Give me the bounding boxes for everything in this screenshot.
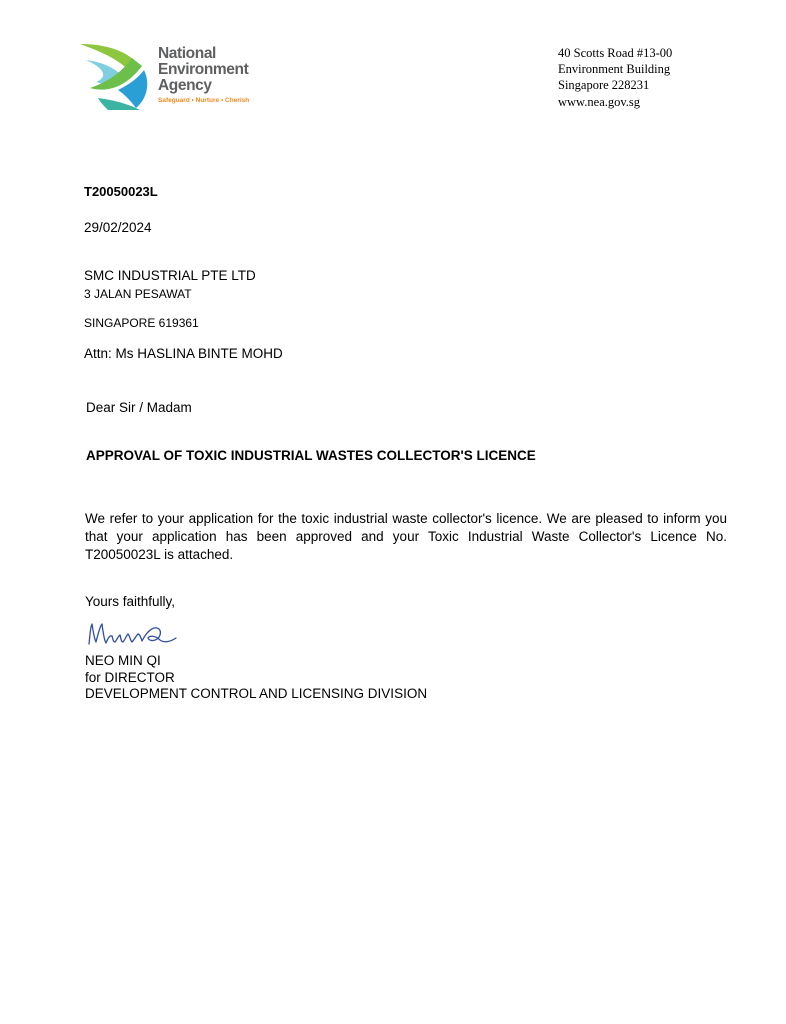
recipient-city: SINGAPORE 619361: [84, 316, 199, 330]
letter-subject: APPROVAL OF TOXIC INDUSTRIAL WASTES COLLECTOR'S LICENCE: [86, 448, 536, 463]
recipient-attention: Attn: Ms HASLINA BINTE MOHD: [84, 346, 283, 361]
reference-number: T20050023L: [84, 184, 158, 199]
recipient-company: SMC INDUSTRIAL PTE LTD: [84, 268, 256, 283]
letter-body: We refer to your application for the toxic industrial waste collector's licence. We are pleased to inform you that your application has been approved and your Toxic Industrial Waste Collector's Licence No. T20050023L is attached.: [85, 511, 727, 562]
recipient-street: 3 JALAN PESAWAT: [84, 287, 192, 301]
salutation: Dear Sir / Madam: [86, 400, 192, 415]
letter-date: 29/02/2024: [84, 220, 152, 235]
signer-division: DEVELOPMENT CONTROL AND LICENSING DIVISION: [85, 686, 428, 701]
logo-tagline: Safeguard • Nurture • Cherish: [158, 97, 250, 104]
closing: Yours faithfully,: [85, 594, 176, 609]
address-line-1: 40 Scotts Road #13-00: [558, 46, 673, 60]
signer-name: NEO MIN QI: [85, 653, 161, 668]
signer-role: for DIRECTOR: [85, 669, 175, 685]
logo-wordmark: [158, 46, 268, 105]
signature-icon: [86, 618, 182, 652]
nea-logo-mark-icon: [78, 42, 162, 112]
address-line-3: Singapore 228231: [558, 78, 650, 93]
logo-text-national: National: [158, 45, 216, 62]
logo-text-agency: Agency: [158, 77, 212, 94]
address-website: www.nea.gov.sg: [558, 94, 641, 109]
sender-address: [558, 45, 672, 110]
address-line-2: Environment Building: [558, 62, 671, 77]
nea-logo: [78, 42, 268, 114]
logo-text-environment: Environment: [158, 61, 249, 78]
signer-block: [85, 653, 427, 703]
